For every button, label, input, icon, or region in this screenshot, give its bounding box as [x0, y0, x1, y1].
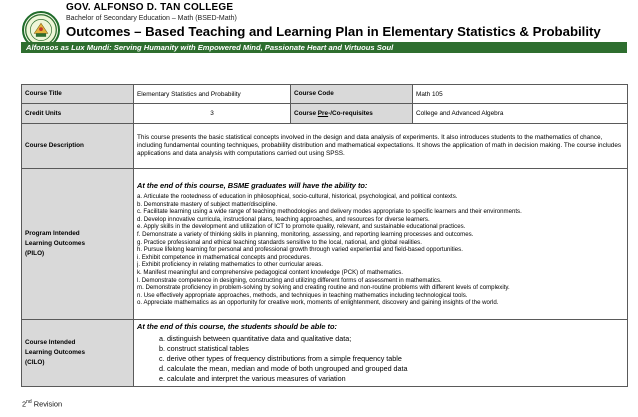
cilo-item: c. derive other types of frequency distributions from a simple frequency table: [159, 354, 402, 363]
prerequisites-label-post: -/Co-requisites: [328, 109, 373, 117]
pilo-label-line-2: Learning Outcomes: [25, 240, 86, 247]
cilo-label-line-1: Course Intended: [25, 339, 76, 346]
pilo-item: m. Demonstrate proficiency in problem-solving by solving and creating routine and non-routine problems with different levels of complexity.: [137, 284, 510, 292]
revision-ordinal: nd: [26, 399, 32, 405]
cilo-lead: At the end of this course, the students should be able to:: [137, 322, 337, 331]
pilo-item: i. Exhibit competence in mathematical concepts and procedures.: [137, 253, 312, 261]
cilo-label: [22, 320, 134, 387]
pilo-item: c. Facilitate learning using a wide range of teaching methodologies and delivery modes appropriate to specific learners and their environments.: [137, 208, 522, 216]
pilo-item: g. Practice professional and ethical teaching standards sensitive to the local, national, and global realities.: [137, 238, 422, 246]
pilo-item: o. Appreciate mathematics as an opportunity for creative work, moments of enlightenment, discovery and gaining insights of the world.: [137, 299, 499, 307]
course-code-label: Course Code: [291, 85, 413, 104]
pilo-item: j. Exhibit proficiency in relating mathematics to other curricular areas.: [137, 261, 323, 269]
cilo-item: b. construct statistical tables: [159, 344, 249, 353]
college-name: GOV. ALFONSO D. TAN COLLEGE: [66, 2, 234, 13]
pilo-item: h. Pursue lifelong learning for personal and professional growth through varied experiential and field-based opportunities.: [137, 246, 463, 254]
course-title-row: [22, 85, 628, 104]
pilo-label-line-3: (PILO): [25, 250, 45, 257]
revision-word: Revision: [31, 399, 63, 409]
course-description-cell: [134, 124, 628, 169]
cilo-list: [137, 334, 624, 384]
revision-number: 2: [22, 399, 27, 409]
pilo-item: k. Manifest meaningful and comprehensive pedagogical content knowledge (PCK) of mathematics.: [137, 268, 403, 276]
cilo-content: [134, 320, 628, 387]
credit-units-label: Credit Units: [22, 104, 134, 124]
prerequisites-label-pre: Course: [294, 109, 318, 117]
cilo-item: a. distinguish between quantitative data and qualitative data;: [159, 334, 352, 343]
pilo-row: [22, 169, 628, 320]
course-code-value: Math 105: [413, 85, 628, 104]
credit-units-value: 3: [134, 104, 291, 124]
pilo-label-line-1: Program Intended: [25, 230, 80, 237]
credit-units-row: [22, 104, 628, 124]
pilo-item: n. Use effectively appropriate approaches, methods, and techniques in teaching mathematics including technological tools.: [137, 291, 468, 299]
course-title-label: Course Title: [22, 85, 134, 104]
prerequisites-value: College and Advanced Algebra: [413, 104, 628, 124]
pilo-item: b. Demonstrate mastery of subject matter/discipline.: [137, 200, 278, 208]
pilo-item: f. Demonstrate a variety of thinking skills in planning, monitoring, assessing, and reporting learning processes and outcomes.: [137, 231, 474, 239]
prerequisites-label: [291, 104, 413, 124]
cilo-label-line-2: Learning Outcomes: [25, 349, 86, 356]
document-title: Outcomes – Based Teaching and Learning Plan in Elementary Statistics & Probability: [66, 24, 601, 39]
pilo-item: l. Demonstrate competence in designing, constructing and utilizing different forms of assessment in mathematics.: [137, 276, 442, 284]
cilo-label-line-3: (CILO): [25, 359, 45, 366]
course-title-value: Elementary Statistics and Probability: [134, 85, 291, 104]
pilo-list: [137, 193, 624, 307]
cilo-item: e. calculate and interpret the various measures of variation: [159, 374, 346, 383]
document-header: [0, 0, 638, 64]
course-info-table: [21, 84, 628, 387]
mission-banner: Alfonsos as Lux Mundi: Serving Humanity with Empowered Mind, Passionate Heart and Virtuous Soul: [21, 42, 627, 53]
cilo-item: d. calculate the mean, median and mode of both ungrouped and grouped data: [159, 364, 408, 373]
revision-note: [22, 399, 62, 408]
pilo-item: d. Develop innovative curricula, instructional plans, teaching approaches, and resources for diverse learners.: [137, 215, 430, 223]
prerequisites-label-underlined: Pre: [317, 109, 329, 117]
pilo-item: a. Articulate the rootedness of education in philosophical, socio-cultural, historical, psychological, and political contexts.: [137, 193, 458, 201]
pilo-label: [22, 169, 134, 320]
course-description-label: Course Description: [22, 124, 134, 169]
course-description-row: [22, 124, 628, 169]
cilo-row: [22, 320, 628, 387]
pilo-item: e. Apply skills in the development and utilization of ICT to promote quality, relevant, and sustainable educational practices.: [137, 223, 466, 231]
course-description-text: This course presents the basic statistical concepts involved in the design and data analysis of experiments. It also introduces students to the mathematics of chance, including fundamental counting techniques, probability distribution and mathematical expectations. It shows the application of math in decision making. The course includes applications and data analysis with computations carried out using SPSS.: [137, 133, 622, 158]
pilo-lead: At the end of this course, BSME graduates will have the ability to:: [137, 181, 368, 191]
pilo-content: [134, 169, 628, 320]
program-name: Bachelor of Secondary Education – Math (BSED-Math): [66, 15, 237, 22]
